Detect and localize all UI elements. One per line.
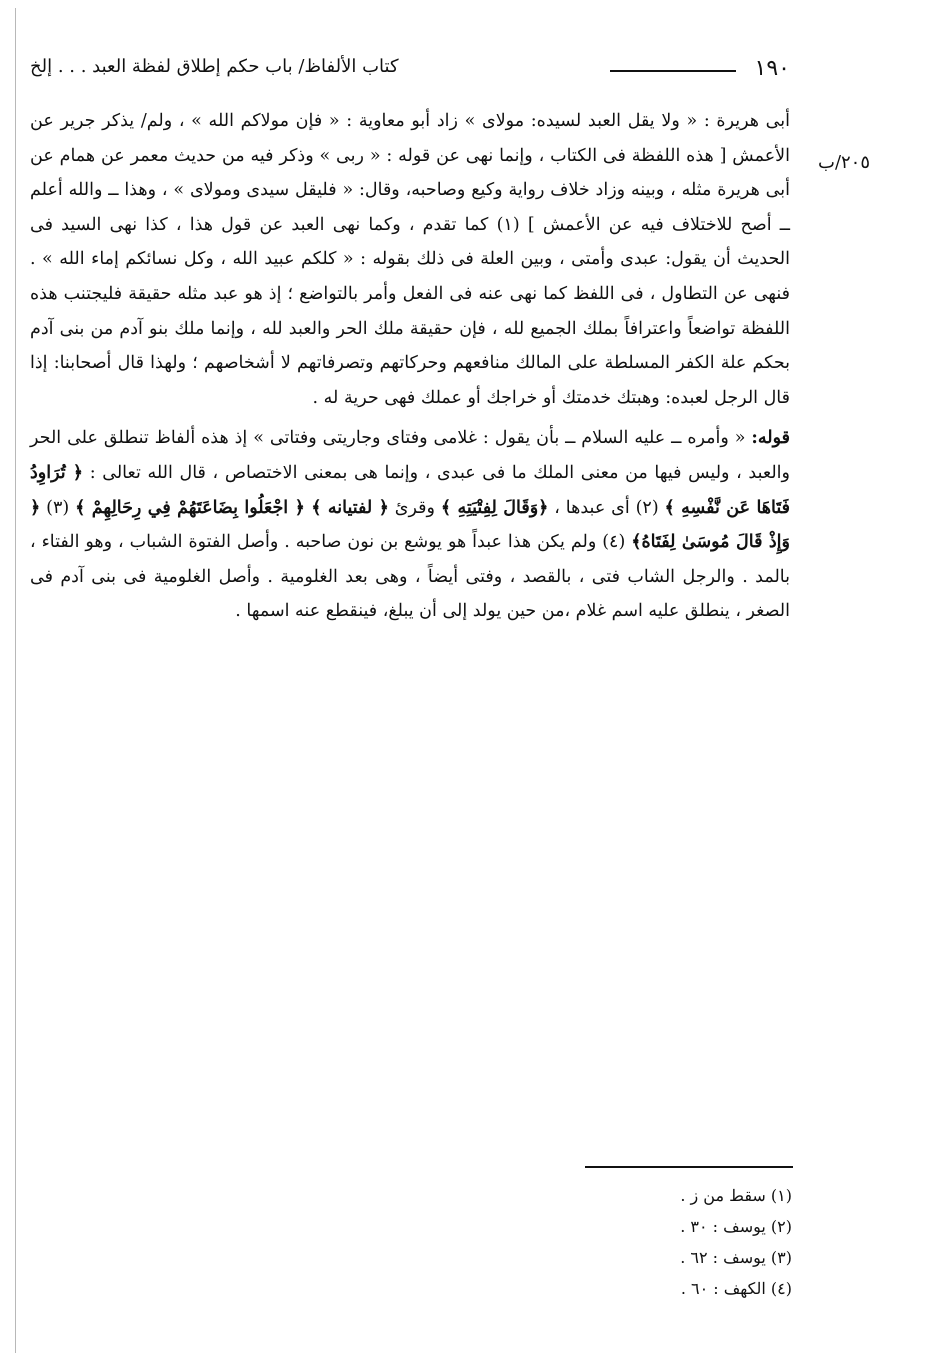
footnote-3: (٣) يوسف : ٦٢ .	[680, 1248, 792, 1267]
footnote-4: (٤) الكهف : ٦٠ .	[680, 1279, 792, 1298]
paragraph-2-text-5: (٤) ولم يكن هذا عبداً هو يوشع بن نون صاحبه . وأصل الفتوة الشباب ، وهو الفتاء ، بالمد . والرجل الشاب فتى ، بالقصد ، وفتى أيضاً ، وهى بعد الغلومية . وأصل الغلومية فى بنى آدم فى الصغر ، ينطلق عليه اسم غلام ،من حين يولد إلى أن يبلغ، فينقطع عنه اسمها .	[30, 532, 790, 622]
paragraph-2-text-1: « وأمره ــ عليه السلام ــ بأن يقول : غلامى وفتاى وجاريتى وفتاتى » إذ هذه ألفاظ تنطلق على الحر والعبد ، وليس فيها من معنى الملك ما فى عبدى ، وإنما هى بمعنى الاختصاص ، قال الله تعالى :	[30, 428, 790, 483]
paragraph-2	[30, 421, 790, 629]
header-rule	[610, 70, 736, 72]
paragraph-2-text-2: (٢) أى عبدها ،	[548, 497, 665, 518]
footnote-2: (٢) يوسف : ٣٠ .	[680, 1217, 792, 1236]
quran-verse-3: ﴿ لفتيانه ﴾ ﴿ اجْعَلُوا بِضَاعَتَهُمْ فِي رِحَالِهِمْ ﴾	[75, 497, 389, 518]
page-header	[30, 56, 798, 92]
quran-verse-2: ﴿وَقَالَ لِفِتْيَتِهِ ﴾	[440, 497, 549, 518]
footnote-separator	[585, 1166, 793, 1168]
main-text	[30, 104, 790, 629]
footnote-1: (١) سقط من ز .	[680, 1186, 792, 1205]
paragraph-lead: قوله:	[751, 428, 790, 449]
footnotes	[560, 1180, 792, 1304]
paragraph-1: أبى هريرة : « ولا يقل العبد لسيده: مولاى » زاد أبو معاوية : « فإن مولاكم الله » ، ولم/ يذكر جرير عن الأعمش [ هذه اللفظة فى الكتاب ، وإنما نهى عن قوله : « ربى » وذكر فيه من حديث معمر عن همام عن أبى هريرة مثله ، وبينه وزاد خلاف رواية وكيع وصاحبه، وقال: « فليقل سيدى ومولاى » ، وهذا ــ والله أعلم ــ أصح للاختلاف فيه عن الأعمش ] (١) كما تقدم ، وكما نهى العبد عن قول هذا ، كذا نهى السيد فى الحديث أن يقول: عبدى وأمتى ، وبين العلة فى ذلك بقوله : « كلكم عبيد الله ، وكل نسائكم إماء الله » . فنهى عن التطاول ، فى اللفظ كما نهى عنه فى الفعل وأمر بالتواضع ؛ إذ هو عبد مثله حقيقة فليجتنب هذه اللفظة تواضعاً واعترافاً بملك الجميع لله ، فإن حقيقة ملك الحر والعبد لله ، وإنما ملك بنو آدم من بنى آدم بحكم علة الكفر المسلطة على المالك منافعهم وحركاتهم وتصرفاتهم لا أشخاصهم ؛ ولهذا قال أصحابنا: إذا قال الرجل لعبده: وهبتك خدمتك أو خراجك أو عملك فهى حرية له .	[30, 111, 791, 408]
quran-verse-4: ﴿ وَإِذْ قَالَ مُوسَىٰ لِفَتَاهُ﴾	[30, 497, 790, 553]
paragraph-2-text-3: وقرئ	[388, 497, 441, 518]
running-title: كتاب الألفاظ/ باب حكم إطلاق لفظة العبد . . . إلخ	[30, 56, 399, 77]
page-number: ١٩٠	[754, 56, 790, 81]
manuscript-folio-note: ٢٠٥/ب	[818, 152, 871, 173]
paragraph-2-text-4: (٣)	[40, 497, 76, 518]
quran-verse-1: ﴿ تُرَاوِدُ فَتَاهَا عَن نَّفْسِهِ ﴾	[30, 462, 790, 518]
left-margin-line	[15, 8, 16, 1353]
